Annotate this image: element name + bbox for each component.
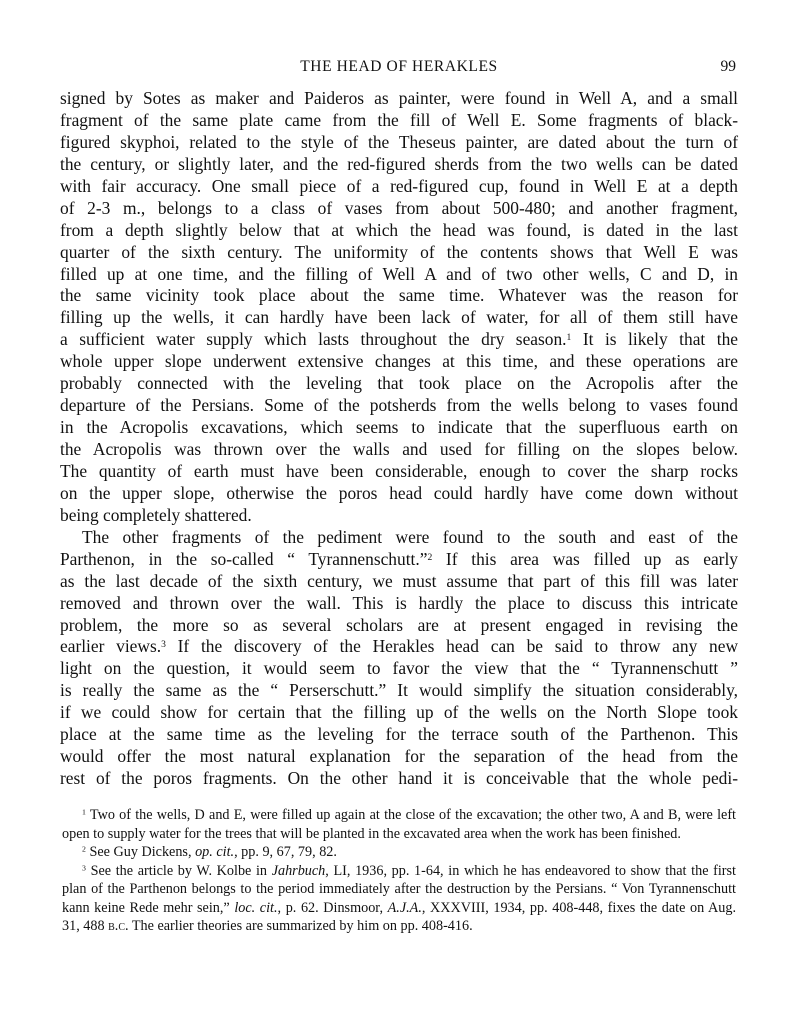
text-segment: If the discovery of the Herakles head can be said to throw any new: [165, 636, 739, 657]
footnotes: [62, 806, 736, 936]
text-line: on the upper slope, otherwise the poros head could hardly have come down without: [60, 482, 738, 503]
text-line: removed and thrown over the wall. This is hardly the place to discuss this intricate: [60, 592, 738, 613]
running-title: THE HEAD OF HERAKLES: [300, 58, 498, 75]
footnote-text: Two of the wells, D and E, were filled up again at the close of the excavation; the other two, A and B, were left open to supply water for the trees that will be planted in the excavated area when the work has been finished.: [62, 807, 736, 842]
text-line: with fair accuracy. One small piece of a red-figured cup, found in Well E at a depth: [60, 175, 738, 196]
text-line: filled up at one time, and the filling of Well A and of two other wells, C and D, in: [60, 263, 738, 284]
footnote-marker: 1: [82, 807, 86, 817]
main-text: [60, 88, 738, 790]
text-line: fragment of the same plate came from the fill of Well E. Some fragments of black-: [60, 109, 738, 130]
citation-italic: loc. cit.: [234, 899, 278, 916]
footnote-text: See Guy Dickens,: [89, 844, 196, 860]
footnote-1: [62, 806, 736, 843]
text-line: as the last decade of the sixth century, we must assume that part of this fill was later: [60, 570, 738, 591]
text-line: [60, 636, 738, 658]
text-line: place at the same time as the leveling for the terrace south of the Parthenon. This: [60, 724, 738, 745]
footnote-marker: 3: [82, 863, 86, 873]
citation-italic: Jahrbuch: [271, 862, 326, 879]
citation-italic: op. cit.: [195, 844, 235, 860]
running-header: [62, 58, 736, 80]
text-line: of 2-3 m., belongs to a class of vases from about 500-480; and another fragment,: [60, 197, 738, 218]
text-line: filling up the wells, it can hardly have been lack of water, for all of them still have: [60, 307, 738, 328]
text-line: quarter of the sixth century. The uniformity of the contents shows that Well E was: [60, 241, 738, 262]
page-number: 99: [720, 58, 736, 75]
text-line: probably connected with the leveling that took place on the Acropolis after the: [60, 373, 738, 394]
citation-italic: A.J.A.: [387, 899, 422, 916]
text-line: whole upper slope underwent extensive changes at this time, and these operations are: [60, 351, 738, 372]
text-line: light on the question, it would seem to favor the view that the “ Tyrannenschutt ”: [60, 658, 738, 679]
footnote-ref-2[interactable]: 2: [427, 551, 433, 563]
text-line: if we could show for certain that the filling up of the wells on the North Slope took: [60, 702, 738, 723]
text-segment: It is likely that the: [571, 329, 738, 350]
text-segment: Parthenon, in the so-called “ Tyrannenschutt.”: [60, 548, 428, 569]
text-segment: earlier views.: [60, 636, 162, 657]
footnote-marker: 2: [82, 844, 86, 854]
text-segment: If this area was filled up as early: [432, 548, 738, 569]
text-line: rest of the poros fragments. On the other hand it is conceivable that the whole pedi-: [60, 768, 738, 789]
footnote-text: , pp. 9, 67, 79, 82.: [234, 844, 337, 860]
text-segment: a sufficient water supply which lasts throughout the dry season.: [60, 329, 567, 350]
text-line: departure of the Persians. Some of the potsherds from the wells belong to vases found: [60, 395, 738, 416]
footnote-ref-3[interactable]: 3: [161, 639, 166, 651]
text-line: is really the same as the “ Perserschutt.” It would simplify the situation considerably,: [60, 680, 738, 701]
text-line: [60, 329, 738, 351]
footnote-2: [62, 843, 736, 862]
text-line: The other fragments of the pediment were found to the south and east of the: [82, 526, 738, 547]
text-line: from a depth slightly below that at which the head was found, is dated in the last: [60, 219, 738, 240]
text-line: signed by Sotes as maker and Paideros as painter, were found in Well A, and a small: [60, 88, 738, 108]
footnote-ref-1[interactable]: 1: [566, 332, 572, 344]
footnote-text: , p. 62. Dinsmoor,: [277, 899, 388, 916]
text-line: would offer the most natural explanation for the separation of the head from the: [60, 746, 738, 767]
footnote-text: , XXXVIII, 1934, pp. 408-448, fixes the date on Aug. 31, 488: [62, 899, 737, 934]
footnote-text: , LI, 1936, pp. 1-64, in which he has endeavored to show that the first plan of the Parthenon belongs to the period immediately after the destruction by the Persians. “ Von Tyrannenschutt kann keine Rede mehr sein,”: [62, 862, 736, 916]
text-line: the same vicinity took place about the same time. Whatever was the reason for: [60, 285, 738, 306]
text-line: figured skyphoi, related to the style of the Theseus painter, are dated about the turn of: [60, 131, 738, 152]
text-line: the Acropolis was thrown over the walls and used for filling on the slopes below.: [60, 439, 738, 459]
text-line: in the Acropolis excavations, which seems to indicate that the superfluous earth on: [60, 417, 738, 438]
footnote-text: See the article by W. Kolbe in: [90, 862, 272, 879]
text-line: The quantity of earth must have been considerable, enough to cover the sharp rocks: [60, 460, 738, 481]
text-line: problem, the more so as several scholars are at present engaged in revising the: [60, 614, 738, 635]
footnote-text: The earlier theories are summarized by him on pp. 408-416.: [128, 918, 473, 934]
text-line: the century, or slightly later, and the red-figured sherds from the two wells can be dated: [60, 153, 738, 174]
footnote-3: [62, 862, 736, 936]
text-line: being completely shattered.: [60, 504, 252, 525]
text-line: [60, 549, 738, 571]
era-abbrev: b.c.: [108, 918, 129, 934]
